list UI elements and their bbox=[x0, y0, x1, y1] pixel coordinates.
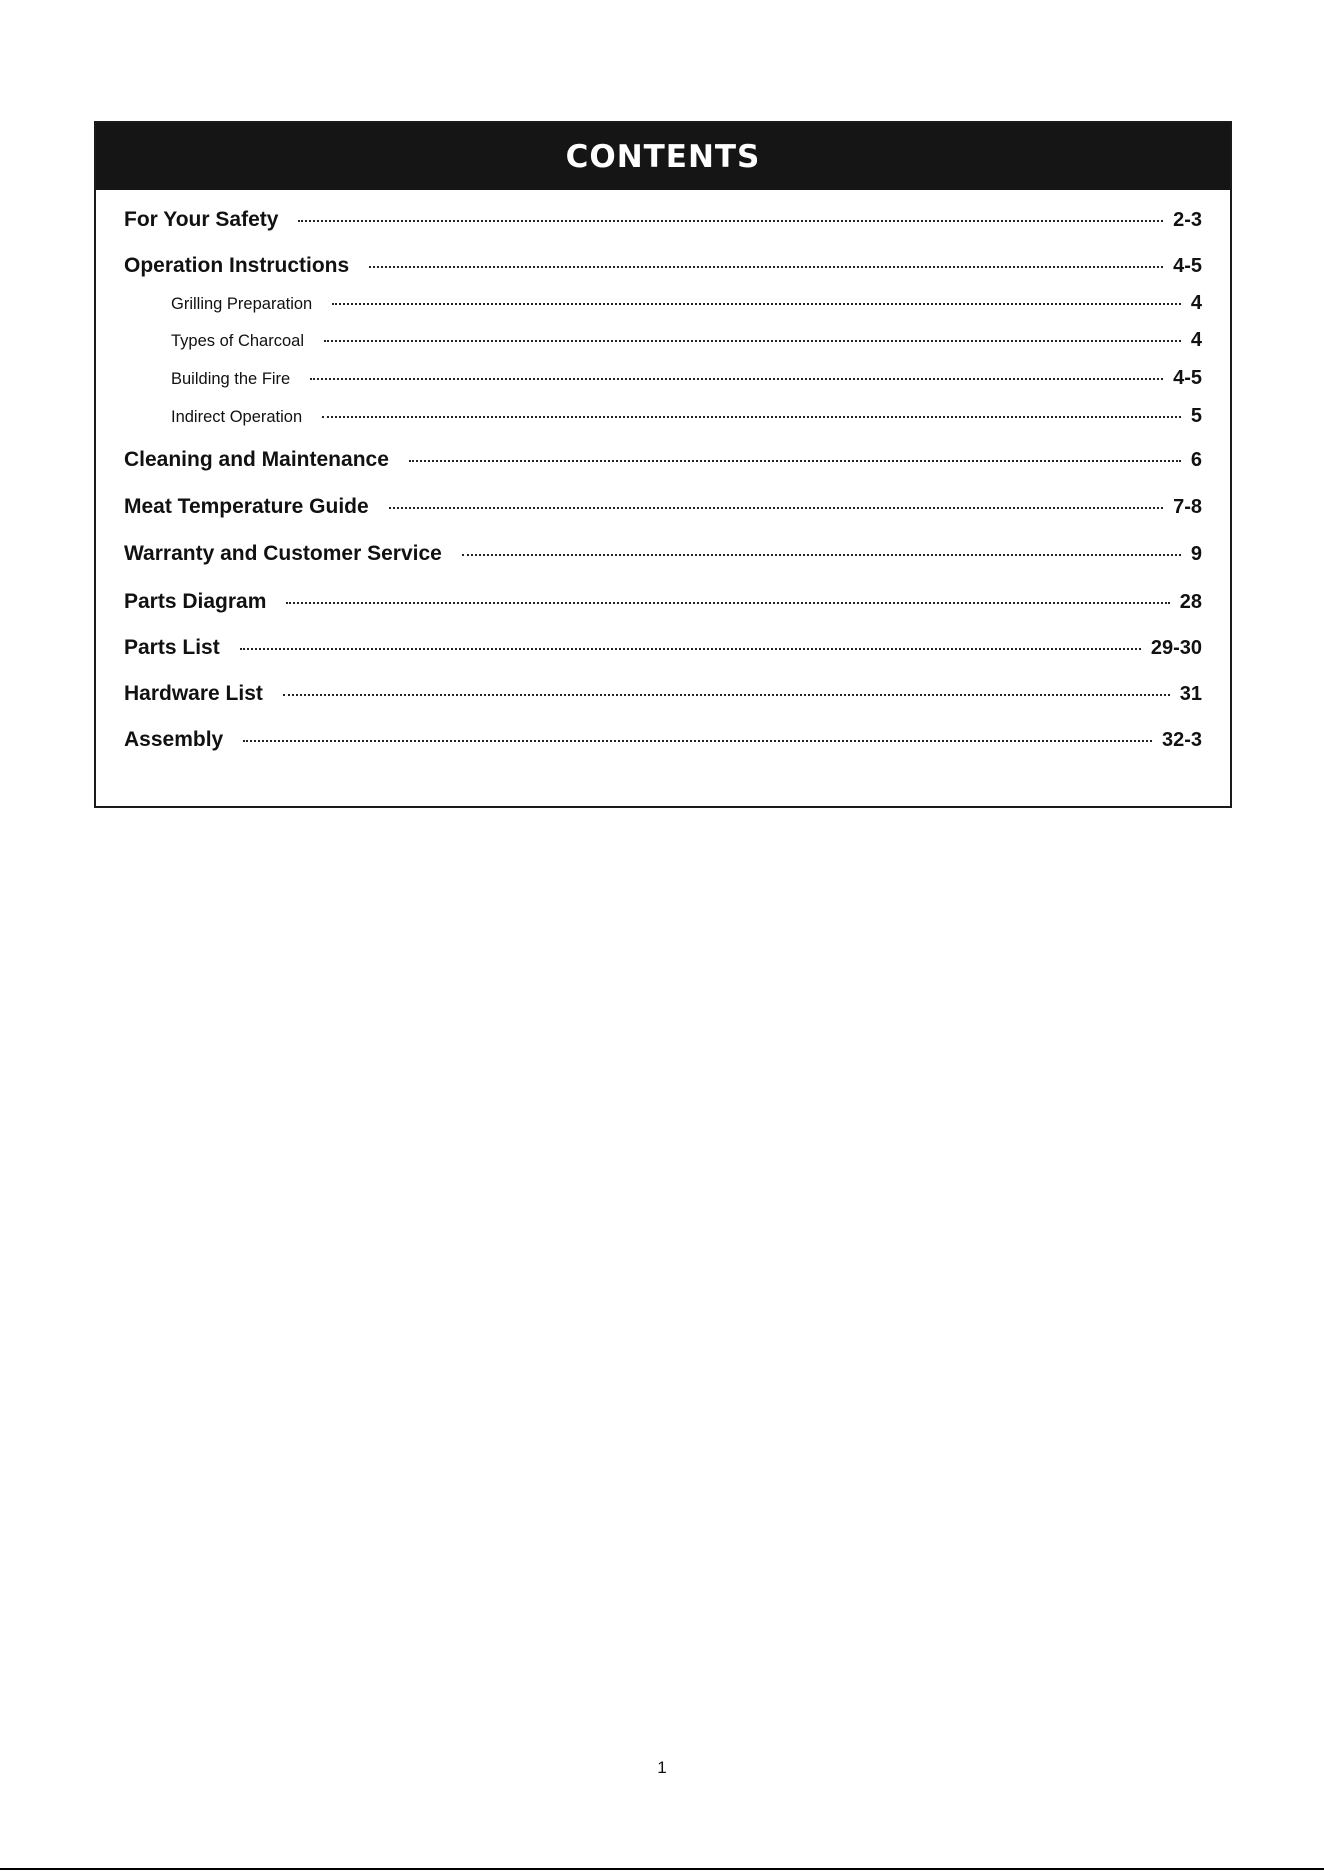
toc-entry-cleaning-and-maintenance[interactable] bbox=[124, 445, 1202, 475]
dot-leader bbox=[462, 553, 1181, 556]
toc-entry-meat-temperature-guide[interactable] bbox=[124, 492, 1202, 522]
contents-title: CONTENTS bbox=[565, 138, 761, 175]
toc-entry-label: Cleaning and Maintenance bbox=[124, 448, 389, 471]
dot-leader bbox=[324, 339, 1181, 342]
toc-entry-label: For Your Safety bbox=[124, 208, 279, 231]
dot-leader bbox=[322, 415, 1181, 418]
toc-entry-grilling-preparation[interactable] bbox=[171, 288, 1202, 318]
toc-entry-page: 9 bbox=[1190, 543, 1202, 565]
toc-entry-assembly[interactable] bbox=[124, 725, 1202, 755]
toc-entry-parts-diagram[interactable] bbox=[124, 587, 1202, 617]
toc-entry-page: 4-5 bbox=[1173, 367, 1202, 389]
dot-leader bbox=[332, 302, 1181, 305]
toc-entry-label: Warranty and Customer Service bbox=[124, 542, 442, 565]
toc-entry-for-your-safety[interactable] bbox=[124, 205, 1202, 235]
toc-entry-label: Assembly bbox=[124, 728, 224, 751]
toc-entry-operation-instructions[interactable] bbox=[124, 251, 1202, 281]
dot-leader bbox=[409, 459, 1181, 462]
toc-entry-page: 31 bbox=[1179, 683, 1202, 705]
toc-entry-page: 28 bbox=[1179, 591, 1202, 613]
toc-entry-label: Types of Charcoal bbox=[171, 332, 304, 350]
table-of-contents bbox=[94, 121, 1232, 808]
toc-entry-building-the-fire[interactable] bbox=[171, 363, 1202, 393]
toc-entry-label: Hardware List bbox=[124, 682, 263, 705]
toc-entry-label: Building the Fire bbox=[171, 370, 291, 388]
toc-entry-page: 6 bbox=[1190, 449, 1202, 471]
toc-entry-page: 2-3 bbox=[1173, 209, 1202, 231]
toc-entry-label: Parts Diagram bbox=[124, 590, 267, 613]
toc-entry-page: 4 bbox=[1190, 329, 1202, 351]
contents-list bbox=[96, 190, 1230, 808]
page-number: 1 bbox=[657, 1758, 667, 1777]
dot-leader bbox=[298, 219, 1163, 222]
toc-entry-warranty-and-customer-service[interactable] bbox=[124, 539, 1202, 569]
toc-entry-page: 5 bbox=[1190, 405, 1202, 427]
dot-leader bbox=[310, 377, 1163, 380]
toc-entry-page: 7-8 bbox=[1173, 496, 1202, 518]
toc-entry-label: Grilling Preparation bbox=[171, 295, 313, 313]
bottom-rule bbox=[0, 1868, 1324, 1870]
dot-leader bbox=[369, 265, 1163, 268]
toc-entry-label: Indirect Operation bbox=[171, 408, 303, 426]
toc-entry-label: Operation Instructions bbox=[124, 254, 350, 277]
dot-leader bbox=[240, 647, 1141, 650]
toc-entry-label: Meat Temperature Guide bbox=[124, 495, 369, 518]
toc-entry-page: 29-30 bbox=[1150, 637, 1202, 659]
toc-entry-label: Parts List bbox=[124, 636, 220, 659]
toc-entry-hardware-list[interactable] bbox=[124, 679, 1202, 709]
toc-entry-page: 4-5 bbox=[1173, 255, 1202, 277]
dot-leader bbox=[286, 601, 1169, 604]
toc-entry-indirect-operation[interactable] bbox=[171, 401, 1202, 431]
toc-entry-page: 32-3 bbox=[1161, 729, 1202, 751]
toc-entry-types-of-charcoal[interactable] bbox=[171, 325, 1202, 355]
dot-leader bbox=[243, 739, 1152, 742]
toc-entry-page: 4 bbox=[1190, 292, 1202, 314]
dot-leader bbox=[389, 506, 1163, 509]
dot-leader bbox=[283, 693, 1170, 696]
contents-header bbox=[96, 123, 1230, 190]
toc-entry-parts-list[interactable] bbox=[124, 633, 1202, 663]
